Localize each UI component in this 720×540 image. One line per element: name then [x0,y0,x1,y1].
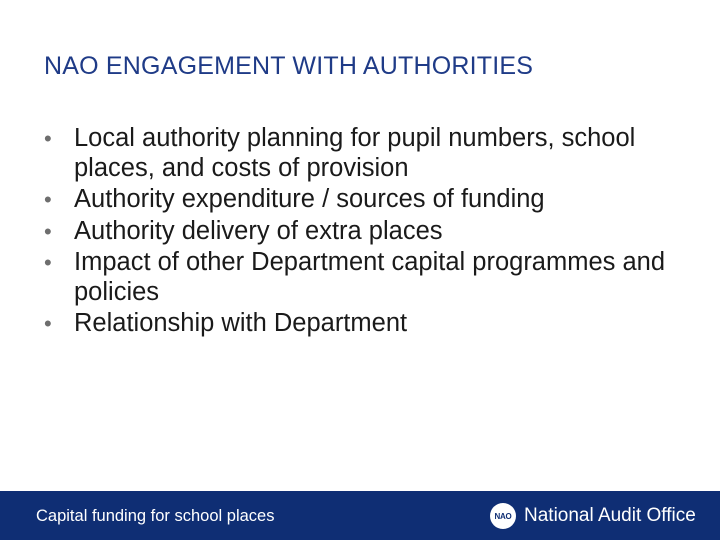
bullet-icon: • [44,187,52,212]
nao-logo-mark-text: NAO [494,511,512,521]
bullet-text: Impact of other Department capital programmes and policies [74,248,666,306]
bullet-text: Local authority planning for pupil numbers, school places, and costs of provision [74,124,636,182]
bullet-icon: • [44,311,52,336]
bullet-icon: • [44,250,52,275]
bullet-text: Authority delivery of extra places [74,216,443,245]
bullet-item [44,217,684,247]
nao-logo [490,503,696,529]
bullet-text: Authority expenditure / sources of funding [74,185,545,213]
bullet-item [44,309,684,339]
bullet-item [44,248,684,307]
bullet-list [44,124,684,341]
bullet-icon: • [44,126,52,151]
bullet-item [44,124,684,183]
bullet-text: Relationship with Department [74,309,408,337]
nao-logo-icon [490,503,516,529]
nao-logo-text: National Audit Office [524,505,696,526]
footer-caption: Capital funding for school places [36,507,275,525]
slide-title: NAO ENGAGEMENT WITH AUTHORITIES [44,52,534,80]
bullet-icon: • [44,218,52,244]
footer-bar [0,491,720,540]
bullet-item [44,185,684,215]
